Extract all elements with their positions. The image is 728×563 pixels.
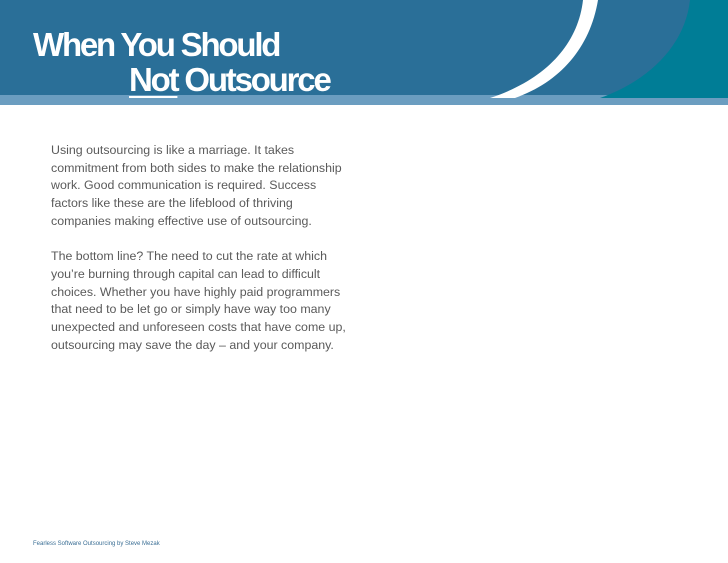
footer-credit: Fearless Software Outsourcing by Steve Mezak (33, 541, 160, 547)
paragraph-2: The bottom line? The need to cut the rate at which you’re burning through capital can lead to difficult choices. Whether you have highly paid programmers that need to be let go or simply have way too many unexpected and unforeseen costs that have come up, outsourcing may save the day – and your company. (51, 249, 346, 352)
page-title-line1: When You Should (33, 26, 280, 63)
page-title-line2 (129, 63, 330, 96)
body-text (51, 142, 349, 372)
page-title-outsource: Outsource (177, 61, 330, 98)
paragraph-1: Using outsourcing is like a marriage. It takes commitment from both sides to make the relationship work. Good communication is required. Success factors like these are the lifeblood of thriving companies making effective use of outsourcing. (51, 143, 342, 228)
page-title-not: Not (129, 61, 178, 98)
